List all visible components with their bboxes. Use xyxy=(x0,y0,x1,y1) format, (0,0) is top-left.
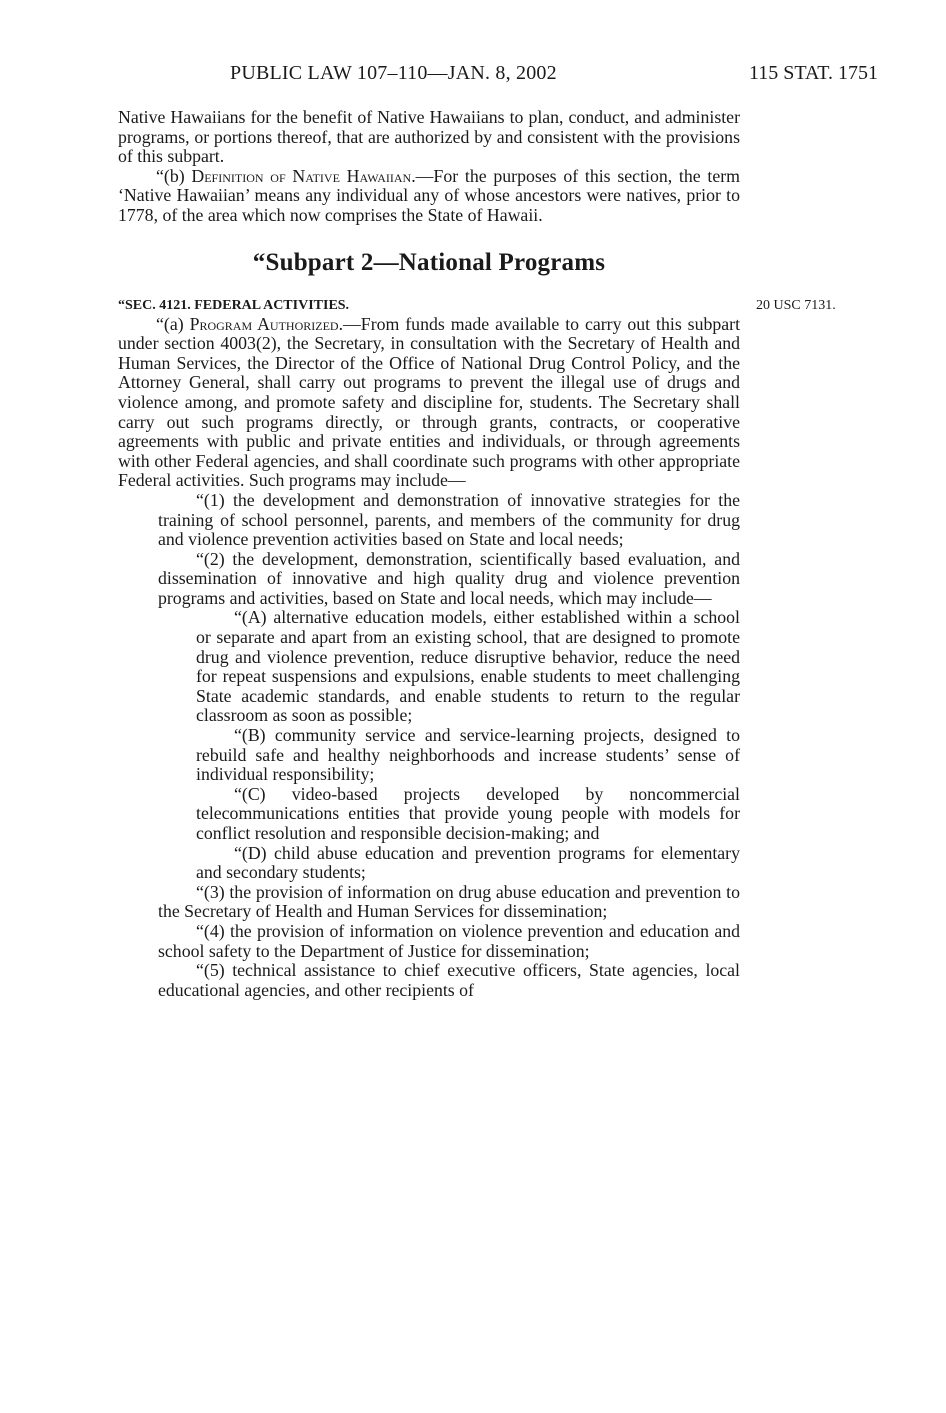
paragraph-caption: Program Authorized xyxy=(189,313,339,334)
list-item: “(1) the development and demonstration of innovative strategies for the training of school personnel, parents, and members of the community for drug and violence prevention activities based on State and local needs; xyxy=(158,489,740,550)
subpart-heading: “Subpart 2—National Programs xyxy=(252,248,606,276)
paragraph-open: “(a) xyxy=(156,313,190,334)
paragraph-definition xyxy=(118,167,740,226)
list-item: “(3) the provision of information on drug abuse education and prevention to the Secretary of Health and Human Services for dissemination; xyxy=(158,881,740,922)
sub-list-item: “(A) alternative education models, either established within a school or separate and apart from an existing school, that are designed to promote drug and violence prevention, reduce disruptive behavior, reduce the need for repeat suspensions and expulsions, enable students to meet challenging State academic standards, and enable students to return to the regular classroom as soon as possible; xyxy=(196,607,740,726)
paragraph-caption: Definition of Native Hawaiian xyxy=(191,165,412,186)
paragraph: Native Hawaiians for the benefit of Native Hawaiians to plan, conduct, and administer programs, or portions thereof, that are authorized by and consistent with the provisions of this subpart. xyxy=(118,107,740,167)
sub-list-item: “(C) video-based projects developed by noncommercial telecommunications entities that provide young people with models for conflict resolution and responsible decision-making; and xyxy=(196,783,740,843)
body-text xyxy=(118,107,836,1000)
section-heading-text: “SEC. 4121. FEDERAL ACTIVITIES. xyxy=(118,297,350,313)
list-item: “(4) the provision of information on violence prevention and education and school safety to the Department of Justice for dissemination; xyxy=(158,920,740,961)
paragraph-text: .—From funds made available to carry out this subpart under section 4003(2), the Secretary, in consultation with the Secretary of Health and Human Services, the Director of the Office of National Drug Control Policy, and the Attorney General, shall carry out programs to prevent the illegal use of drugs and violence among, and promote safety and discipline for, students. The Secretary shall carry out such programs directly, or through grants, contracts, or cooperative agreements with public and private entities and individuals, or through agreements with other Federal agencies, and shall coordinate such programs with other appropriate Federal activities. Such programs may include— xyxy=(118,313,741,491)
paragraph-program-authorized xyxy=(118,315,740,491)
list-item: “(2) the development, demonstration, scientifically based evaluation, and dissemination of innovative and high quality drug and violence prevention programs and activities, based on State and local needs, which may include— xyxy=(158,548,740,608)
running-header xyxy=(0,62,946,88)
header-title: PUBLIC LAW 107–110—JAN. 8, 2002 xyxy=(230,62,557,84)
list-item: “(5) technical assistance to chief executive officers, State agencies, local educational agencies, and other recipients of xyxy=(158,960,740,1000)
sub-list-item: “(B) community service and service-learning projects, designed to rebuild safe and healthy neighborhoods and increase students’ sense of individual responsibility; xyxy=(196,725,740,785)
sub-list-item: “(D) child abuse education and prevention programs for elementary and secondary students; xyxy=(196,842,740,883)
margin-citation: 20 USC 7131. xyxy=(756,297,836,313)
section-heading xyxy=(118,296,836,315)
header-page-ref: 115 STAT. 1751 xyxy=(749,62,878,84)
paragraph-text: .—For the purposes of this section, the term ‘Native Hawaiian’ means any individual any of whose ancestors were natives, prior to 1778, of the area which now comprises the State of Hawaii. xyxy=(118,165,740,225)
paragraph-open: “(b) xyxy=(156,165,192,186)
